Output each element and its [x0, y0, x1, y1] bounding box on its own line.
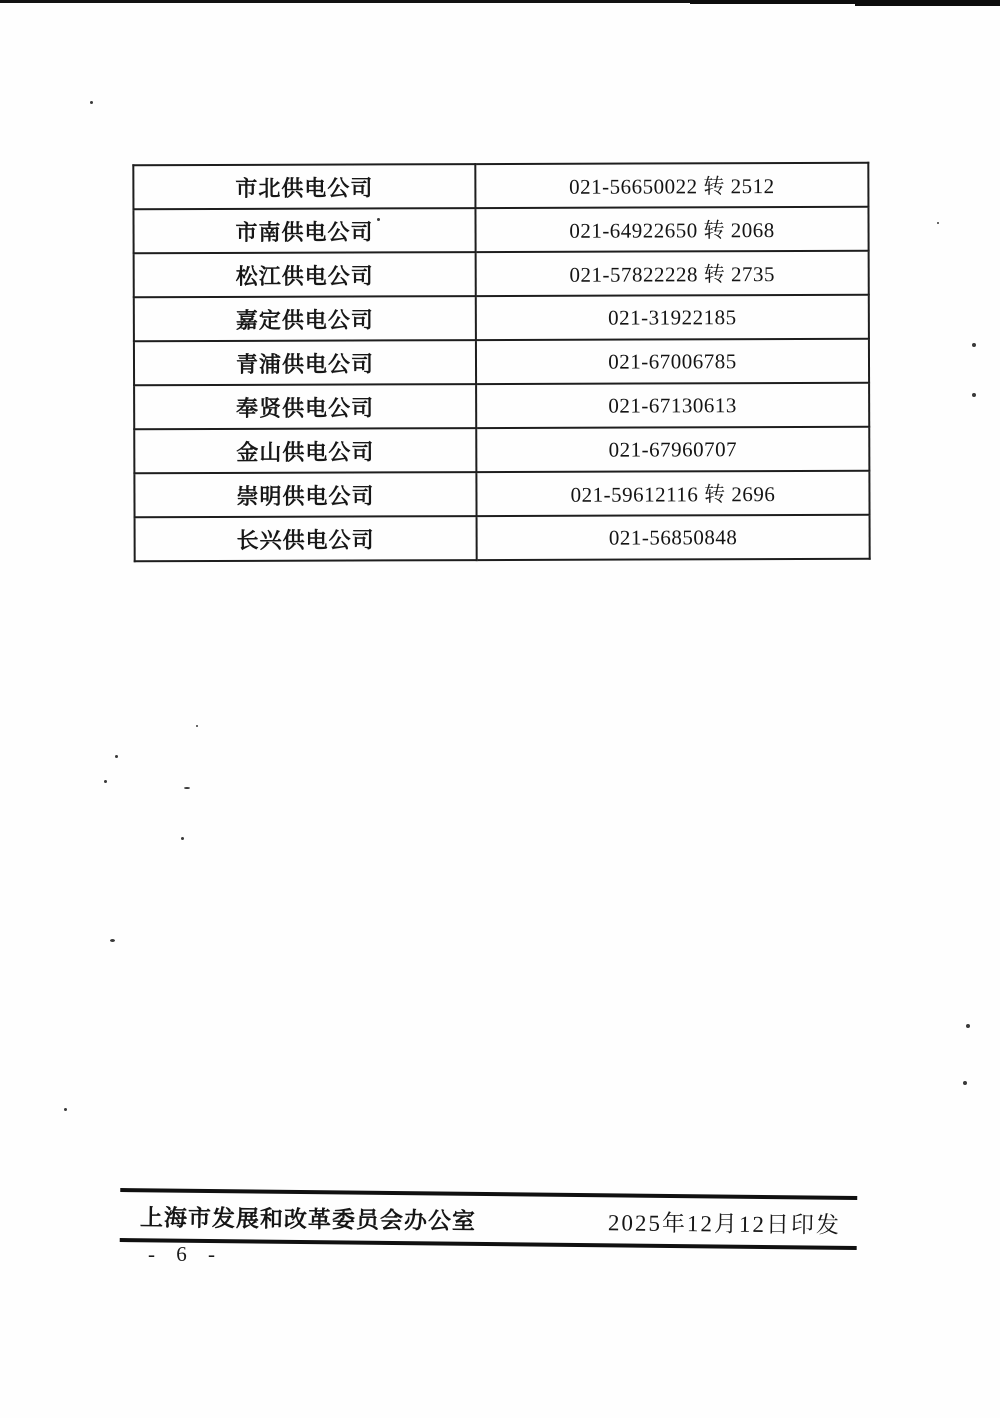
table-row — [134, 383, 869, 430]
company-name-cell: 嘉定供电公司 — [134, 296, 476, 341]
phone-number-cell: 021-57822228 转 2735 — [476, 251, 869, 296]
scan-speck — [115, 755, 118, 758]
company-name-cell: 市北供电公司 — [133, 164, 475, 209]
table-row — [135, 515, 870, 562]
phone-number-cell: 021-67130613 — [476, 383, 869, 428]
table-row — [134, 251, 869, 298]
company-name-cell: 崇明供电公司 — [134, 472, 476, 517]
scan-speck — [196, 725, 198, 727]
phone-number-cell: 021-56650022 转 2512 — [475, 163, 868, 208]
table-row — [133, 207, 868, 254]
phone-number-cell: 021-31922185 — [476, 295, 869, 340]
scan-speck — [90, 101, 93, 104]
contact-table — [132, 162, 870, 563]
phone-number-cell: 021-67960707 — [476, 427, 869, 472]
scan-speck — [972, 393, 976, 397]
table-row — [134, 339, 869, 386]
table-row — [133, 163, 868, 210]
company-name-cell: 青浦供电公司 — [134, 340, 476, 385]
footer-issuer: 上海市发展和改革委员会办公室 — [139, 1205, 477, 1234]
scan-speck — [181, 837, 184, 840]
company-name-cell: 奉贤供电公司 — [134, 384, 476, 429]
scan-speck — [966, 1024, 970, 1028]
company-name-cell: 市南供电公司 — [133, 208, 475, 253]
table-row — [134, 427, 869, 474]
phone-number-cell: 021-64922650 转 2068 — [475, 207, 868, 252]
scan-speck — [184, 787, 190, 789]
scan-edge-artifact — [855, 0, 1000, 6]
scan-speck — [972, 343, 976, 347]
scan-speck — [64, 1108, 67, 1111]
footer — [120, 1188, 858, 1250]
scan-speck — [937, 222, 939, 224]
contact-table-body — [133, 163, 869, 562]
company-name-cell: 金山供电公司 — [134, 428, 476, 473]
phone-number-cell: 021-67006785 — [476, 339, 869, 384]
phone-number-cell: 021-56850848 — [477, 515, 870, 560]
scan-speck — [104, 780, 107, 783]
scan-speck — [110, 939, 115, 942]
company-name-cell: 长兴供电公司 — [135, 516, 477, 561]
scan-edge-artifact — [690, 0, 870, 4]
phone-number-cell: 021-59612116 转 2696 — [476, 471, 869, 516]
table-row — [134, 471, 869, 518]
table-row — [134, 295, 869, 342]
footer-print-date: 2025年12月12日印发 — [607, 1210, 842, 1238]
company-name-cell: 松江供电公司 — [134, 252, 476, 297]
scan-speck — [963, 1081, 967, 1085]
scan-speck — [377, 218, 380, 221]
page-number: - 6 - — [148, 1242, 223, 1266]
